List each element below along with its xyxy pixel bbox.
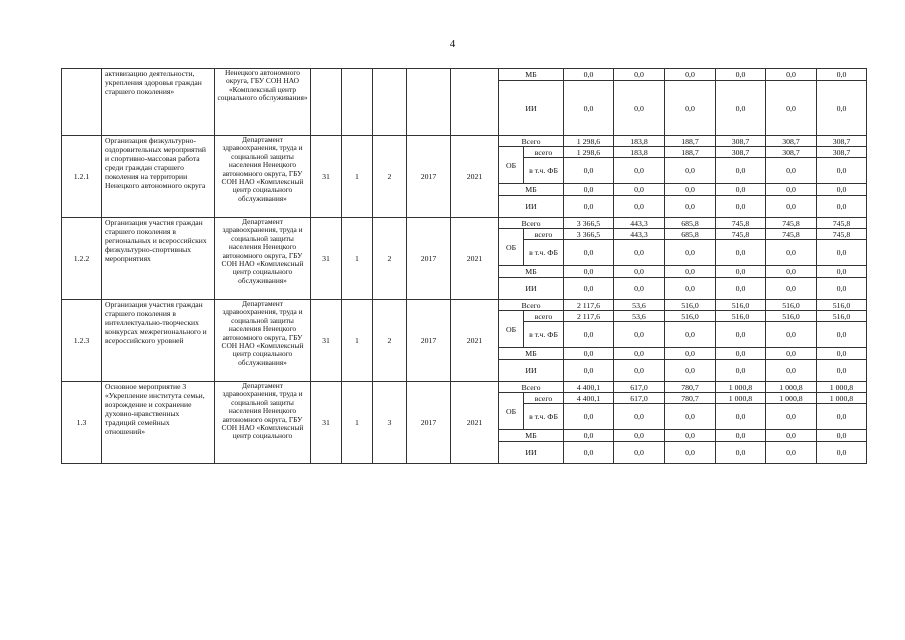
table-body [62, 69, 867, 464]
value-cell-total: 443,3 [614, 218, 665, 229]
budget-label-total: Всего [499, 218, 564, 229]
value-cell-mb: 0,0 [665, 348, 716, 360]
budget-label-mb: МБ [499, 430, 564, 442]
value-cell-total: 53,6 [614, 300, 665, 311]
value-cell-ob: 3 366,5 [564, 229, 614, 240]
value-cell-ob-fb: 0,0 [564, 322, 614, 348]
value-cell-ob: 4 400,1 [564, 393, 614, 404]
value-cell-ob-fb: 0,0 [614, 240, 665, 266]
start-year: 2017 [407, 300, 451, 382]
start-year: 2017 [407, 136, 451, 218]
value-cell-ii: 0,0 [665, 360, 716, 382]
code-cell: 31 [311, 382, 342, 464]
value-cell-mb: 0,0 [614, 348, 665, 360]
activity-description: Организация участия граждан старшего поколения в региональных и всероссийских физкультурно-спортивных мероприятиях [102, 218, 215, 300]
value-cell-ob-fb: 0,0 [665, 404, 716, 430]
value-cell-total: 516,0 [766, 300, 817, 311]
value-cell-ob: 188,7 [665, 147, 716, 158]
value-cell-mb: 0,0 [614, 430, 665, 442]
value-cell-ob-fb: 0,0 [766, 322, 817, 348]
value-cell-ii: 0,0 [766, 442, 817, 464]
budget-label-ob: ОБ [499, 229, 524, 266]
value-cell-ii: 0,0 [564, 196, 614, 218]
end-year: 2021 [451, 382, 499, 464]
value-cell-total: 1 000,8 [817, 382, 867, 393]
value-cell-ii: 0,0 [564, 442, 614, 464]
value-cell-ii: 0,0 [716, 360, 766, 382]
empty-cell [342, 69, 373, 136]
value-cell-ii: 0,0 [564, 81, 614, 136]
value-cell-ii: 0,0 [614, 81, 665, 136]
activity-executor: Департамент здравоохранения, труда и социальной защиты населения Ненецкого автономного округа, ГБУ СОН НАО «Комплексный центр социального обслуживания» [215, 300, 311, 382]
value-cell-ii: 0,0 [766, 360, 817, 382]
value-cell-mb: 0,0 [766, 430, 817, 442]
program-activities-table [61, 68, 867, 464]
value-cell-total: 617,0 [614, 382, 665, 393]
value-cell-ob-fb: 0,0 [665, 158, 716, 184]
activity-description: Организация физкультурно-оздоровительных мероприятий и спортивно-массовая работа среди граждан старшего поколения на территории Ненецкого автономного округа [102, 136, 215, 218]
value-cell-mb: 0,0 [564, 184, 614, 196]
value-cell-ii: 0,0 [614, 196, 665, 218]
code-cell: 1 [342, 136, 373, 218]
value-cell-mb: 0,0 [716, 184, 766, 196]
value-cell-ob-fb: 0,0 [564, 404, 614, 430]
activity-number-cell: 1.2.1 [62, 136, 102, 218]
value-cell-mb: 0,0 [716, 430, 766, 442]
budget-label-ii: ИИ [499, 442, 564, 464]
value-cell-ob: 745,8 [766, 229, 817, 240]
value-cell-mb: 0,0 [614, 266, 665, 278]
value-cell-mb: 0,0 [564, 430, 614, 442]
value-cell-total: 745,8 [716, 218, 766, 229]
value-cell-ob-fb: 0,0 [817, 158, 867, 184]
value-cell-ii: 0,0 [766, 278, 817, 300]
value-cell-ob: 516,0 [766, 311, 817, 322]
activity-number-cell: 1.2.3 [62, 300, 102, 382]
value-cell-ob-fb: 0,0 [614, 322, 665, 348]
table-row [62, 69, 867, 81]
value-cell-ob-fb: 0,0 [716, 240, 766, 266]
activity-description: Основное мероприятие 3 «Укрепление института семьи, возрождение и сохранение духовно-нравственных традиций семейных отношений» [102, 382, 215, 464]
value-cell-ob: 308,7 [817, 147, 867, 158]
code-cell: 31 [311, 300, 342, 382]
value-cell-mb: 0,0 [817, 348, 867, 360]
value-cell-ii: 0,0 [614, 442, 665, 464]
value-cell-total: 2 117,6 [564, 300, 614, 311]
value-cell-ob: 53,6 [614, 311, 665, 322]
code-cell: 1 [342, 218, 373, 300]
value-cell-mb: 0,0 [665, 184, 716, 196]
value-cell-ii: 0,0 [716, 196, 766, 218]
value-cell-ob-fb: 0,0 [817, 322, 867, 348]
value-cell-ob-fb: 0,0 [716, 404, 766, 430]
value-cell-ob: 183,8 [614, 147, 665, 158]
value-cell-ob-fb: 0,0 [665, 322, 716, 348]
value-cell-ob-fb: 0,0 [766, 240, 817, 266]
budget-label-ob-total: всего [524, 311, 564, 322]
budget-label-ob-fb: в т.ч. ФБ [524, 404, 564, 430]
table-row [62, 218, 867, 229]
value-cell-mb: 0,0 [665, 430, 716, 442]
value-cell-ob-fb: 0,0 [716, 322, 766, 348]
value-cell-ii: 0,0 [817, 360, 867, 382]
value-cell-ob-fb: 0,0 [564, 240, 614, 266]
value-cell-total: 3 366,5 [564, 218, 614, 229]
value-cell-ii: 0,0 [817, 196, 867, 218]
start-year: 2017 [407, 218, 451, 300]
value-cell-ii: 0,0 [817, 278, 867, 300]
value-cell-ob: 685,8 [665, 229, 716, 240]
value-cell-ii: 0,0 [564, 360, 614, 382]
value-cell-total: 780,7 [665, 382, 716, 393]
value-cell-ob: 516,0 [716, 311, 766, 322]
activity-executor: Ненецкого автономного округа, ГБУ СОН НАО «Комплексный центр социального обслуживания» [215, 69, 311, 136]
value-cell-ob: 443,3 [614, 229, 665, 240]
budget-label-ii: ИИ [499, 81, 564, 136]
budget-label-ob-fb: в т.ч. ФБ [524, 322, 564, 348]
value-cell-mb: 0,0 [716, 69, 766, 81]
start-year: 2017 [407, 382, 451, 464]
budget-label-mb: МБ [499, 348, 564, 360]
empty-cell [373, 69, 407, 136]
value-cell-ob: 516,0 [817, 311, 867, 322]
budget-label-ob-fb: в т.ч. ФБ [524, 158, 564, 184]
code-cell: 2 [373, 300, 407, 382]
budget-label-mb: МБ [499, 184, 564, 196]
code-cell: 3 [373, 382, 407, 464]
activity-executor: Департамент здравоохранения, труда и социальной защиты населения Ненецкого автономного округа, ГБУ СОН НАО «Комплексный центр социального [215, 382, 311, 464]
value-cell-ob-fb: 0,0 [665, 240, 716, 266]
value-cell-ob: 745,8 [817, 229, 867, 240]
code-cell: 31 [311, 218, 342, 300]
value-cell-mb: 0,0 [817, 266, 867, 278]
value-cell-ii: 0,0 [716, 278, 766, 300]
budget-label-ob: ОБ [499, 147, 524, 184]
budget-label-total: Всего [499, 382, 564, 393]
value-cell-ob: 1 000,8 [716, 393, 766, 404]
value-cell-ob: 308,7 [766, 147, 817, 158]
budget-label-ob-total: всего [524, 393, 564, 404]
end-year: 2021 [451, 136, 499, 218]
end-year: 2021 [451, 218, 499, 300]
value-cell-ob-fb: 0,0 [614, 404, 665, 430]
activity-number-cell [62, 69, 102, 136]
value-cell-ii: 0,0 [665, 196, 716, 218]
budget-label-ob-total: всего [524, 147, 564, 158]
value-cell-mb: 0,0 [665, 266, 716, 278]
value-cell-mb: 0,0 [766, 69, 817, 81]
table-row [62, 382, 867, 393]
value-cell-ii: 0,0 [766, 196, 817, 218]
code-cell: 2 [373, 218, 407, 300]
value-cell-total: 1 000,8 [766, 382, 817, 393]
value-cell-total: 308,7 [716, 136, 766, 147]
value-cell-mb: 0,0 [564, 266, 614, 278]
value-cell-ob: 617,0 [614, 393, 665, 404]
value-cell-mb: 0,0 [564, 69, 614, 81]
empty-cell [451, 69, 499, 136]
budget-label-total: Всего [499, 136, 564, 147]
value-cell-ob: 2 117,6 [564, 311, 614, 322]
table-row [62, 300, 867, 311]
value-cell-ii: 0,0 [716, 81, 766, 136]
value-cell-mb: 0,0 [817, 69, 867, 81]
empty-cell [311, 69, 342, 136]
budget-label-ii: ИИ [499, 278, 564, 300]
value-cell-mb: 0,0 [614, 69, 665, 81]
value-cell-total: 183,8 [614, 136, 665, 147]
value-cell-ii: 0,0 [766, 81, 817, 136]
value-cell-total: 745,8 [817, 218, 867, 229]
code-cell: 31 [311, 136, 342, 218]
activity-executor: Департамент здравоохранения, труда и социальной защиты населения Ненецкого автономного округа, ГБУ СОН НАО «Комплексный центр социального обслуживания» [215, 136, 311, 218]
value-cell-ii: 0,0 [817, 81, 867, 136]
value-cell-mb: 0,0 [766, 348, 817, 360]
code-cell: 2 [373, 136, 407, 218]
budget-label-ob: ОБ [499, 393, 524, 430]
value-cell-total: 1 298,6 [564, 136, 614, 147]
value-cell-ii: 0,0 [614, 360, 665, 382]
code-cell: 1 [342, 300, 373, 382]
activity-executor: Департамент здравоохранения, труда и социальной защиты населения Ненецкого автономного округа, ГБУ СОН НАО «Комплексный центр социального обслуживания» [215, 218, 311, 300]
value-cell-ii: 0,0 [665, 278, 716, 300]
value-cell-ii: 0,0 [564, 278, 614, 300]
value-cell-ob: 1 000,8 [817, 393, 867, 404]
value-cell-total: 308,7 [817, 136, 867, 147]
value-cell-total: 745,8 [766, 218, 817, 229]
value-cell-ob: 516,0 [665, 311, 716, 322]
value-cell-ob-fb: 0,0 [817, 240, 867, 266]
value-cell-mb: 0,0 [817, 184, 867, 196]
value-cell-total: 4 400,1 [564, 382, 614, 393]
value-cell-total: 188,7 [665, 136, 716, 147]
value-cell-mb: 0,0 [766, 184, 817, 196]
activity-number-cell: 1.3 [62, 382, 102, 464]
empty-cell [407, 69, 451, 136]
value-cell-ii: 0,0 [665, 442, 716, 464]
value-cell-ob-fb: 0,0 [716, 158, 766, 184]
activity-description: Организация участия граждан старшего поколения в интеллектуально-творческих конкурсах межрегионального и всероссийского уровней [102, 300, 215, 382]
value-cell-total: 685,8 [665, 218, 716, 229]
value-cell-mb: 0,0 [716, 266, 766, 278]
value-cell-ob: 780,7 [665, 393, 716, 404]
value-cell-total: 516,0 [817, 300, 867, 311]
table-row [62, 136, 867, 147]
value-cell-ii: 0,0 [665, 81, 716, 136]
budget-label-ob-total: всего [524, 229, 564, 240]
budget-label-ob-fb: в т.ч. ФБ [524, 240, 564, 266]
value-cell-ob: 1 298,6 [564, 147, 614, 158]
value-cell-ob-fb: 0,0 [614, 158, 665, 184]
budget-label-total: Всего [499, 300, 564, 311]
value-cell-ob-fb: 0,0 [766, 404, 817, 430]
budget-label-ii: ИИ [499, 360, 564, 382]
value-cell-ob-fb: 0,0 [817, 404, 867, 430]
value-cell-ob: 745,8 [716, 229, 766, 240]
value-cell-ob: 1 000,8 [766, 393, 817, 404]
activity-description: активизацию деятельности, укрепления здоровья граждан старшего поколения» [102, 69, 215, 136]
value-cell-mb: 0,0 [817, 430, 867, 442]
value-cell-mb: 0,0 [716, 348, 766, 360]
value-cell-mb: 0,0 [766, 266, 817, 278]
value-cell-ob-fb: 0,0 [766, 158, 817, 184]
value-cell-total: 1 000,8 [716, 382, 766, 393]
value-cell-ii: 0,0 [614, 278, 665, 300]
page-number: 4 [449, 38, 456, 50]
activity-number-cell: 1.2.2 [62, 218, 102, 300]
budget-label-ob: ОБ [499, 311, 524, 348]
value-cell-ob: 308,7 [716, 147, 766, 158]
value-cell-mb: 0,0 [665, 69, 716, 81]
value-cell-mb: 0,0 [614, 184, 665, 196]
value-cell-total: 308,7 [766, 136, 817, 147]
budget-label-mb: МБ [499, 266, 564, 278]
budget-label-ii: ИИ [499, 196, 564, 218]
value-cell-ob-fb: 0,0 [564, 158, 614, 184]
value-cell-ii: 0,0 [817, 442, 867, 464]
value-cell-total: 516,0 [716, 300, 766, 311]
value-cell-ii: 0,0 [716, 442, 766, 464]
end-year: 2021 [451, 300, 499, 382]
code-cell: 1 [342, 382, 373, 464]
value-cell-total: 516,0 [665, 300, 716, 311]
value-cell-mb: 0,0 [564, 348, 614, 360]
budget-label-mb: МБ [499, 69, 564, 81]
